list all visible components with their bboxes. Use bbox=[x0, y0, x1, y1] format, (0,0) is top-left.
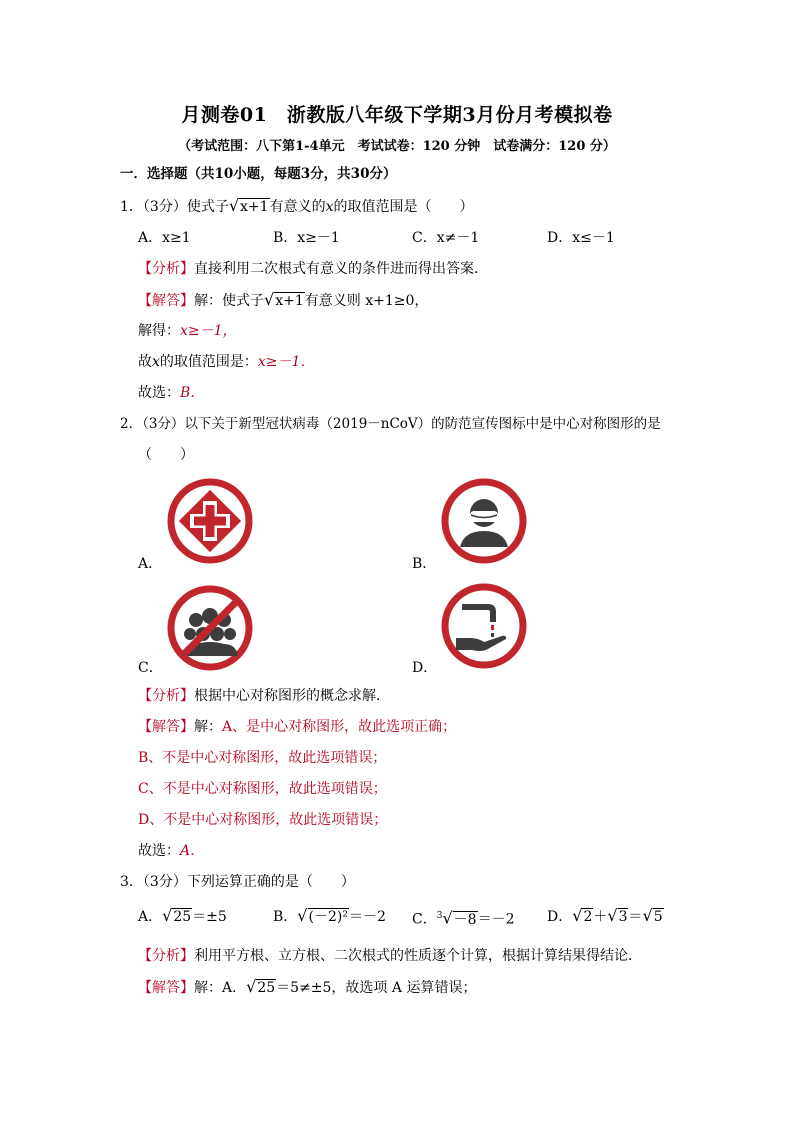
q1-solution-line3: 故x的取值范围是：x≥－1． bbox=[138, 354, 315, 370]
q3-option-d: D．√2＋√3＝√5 bbox=[547, 906, 663, 925]
q3-option-b: B．√(－2)²＝－2 bbox=[273, 906, 386, 925]
page-subtitle: （考试范围：八下第1-4单元 考试试卷：120 分钟 试卷满分：120 分） bbox=[178, 139, 616, 154]
q1-option-a: A．x≥1 bbox=[138, 230, 191, 246]
red-cross-circle-icon bbox=[166, 477, 254, 569]
q3-option-c: C．$^3$√－8＝－2 bbox=[412, 908, 515, 928]
q3-stem: 3．（3分）下列运算正确的是（ ） bbox=[120, 874, 355, 890]
q2-stem: 2．（3分）以下关于新型冠状病毒（2019－nCoV）的防范宣传图标中是中心对称图形的是 bbox=[120, 416, 661, 432]
q1-solution-line2: 解得：x≥－1， bbox=[138, 323, 237, 339]
q1-option-b: B．x≥－1 bbox=[273, 230, 340, 246]
no-crowd-circle-icon bbox=[166, 584, 254, 676]
section-heading: 一．选择题（共10小题，每题3分，共30分） bbox=[120, 166, 397, 182]
q1-stem: 1．（3分）使式子√x+1有意义的x的取值范围是（ ） bbox=[120, 196, 474, 215]
handwash-circle-icon bbox=[440, 582, 528, 674]
q2-solution-d: D、不是中心对称图形，故此选项错误； bbox=[138, 812, 388, 828]
page-title: 月测卷01 浙教版八年级下学期3月份月考模拟卷 bbox=[181, 104, 613, 126]
q1-option-c: C．x≠－1 bbox=[412, 230, 480, 246]
q1-analysis: 【分析】直接利用二次根式有意义的条件进而得出答案． bbox=[138, 261, 488, 277]
q2-paren: （ ） bbox=[138, 447, 194, 463]
q1-solution: 【解答】解：使式子√x+1有意义则 x+1≥0， bbox=[138, 290, 429, 309]
q3-analysis: 【分析】利用平方根、立方根、二次根式的性质逐个计算，根据计算结果得结论． bbox=[138, 948, 642, 964]
q2-label-c: C． bbox=[138, 660, 163, 676]
q1-option-d: D．x≤－1 bbox=[547, 230, 615, 246]
q2-label-a: A． bbox=[138, 556, 163, 572]
q1-answer: 故选：B． bbox=[138, 385, 205, 401]
masked-person-circle-icon bbox=[440, 477, 528, 569]
q2-solution: 【解答】解：A、是中心对称图形，故此选项正确； bbox=[138, 719, 457, 735]
q2-solution-b: B、不是中心对称图形，故此选项错误； bbox=[138, 750, 387, 766]
q3-option-a: A．√25＝±5 bbox=[138, 906, 227, 925]
q1-radicand: x+1 bbox=[240, 199, 269, 215]
q2-solution-c: C、不是中心对称图形，故此选项错误； bbox=[138, 781, 387, 797]
q3-solution: 【解答】解：A．√25＝5≠±5，故选项 A 运算错误； bbox=[138, 977, 477, 996]
q2-label-b: B． bbox=[412, 556, 437, 572]
q2-label-d: D． bbox=[412, 660, 438, 676]
q2-analysis: 【分析】根据中心对称图形的概念求解． bbox=[138, 688, 390, 704]
q2-answer: 故选：A． bbox=[138, 843, 205, 859]
